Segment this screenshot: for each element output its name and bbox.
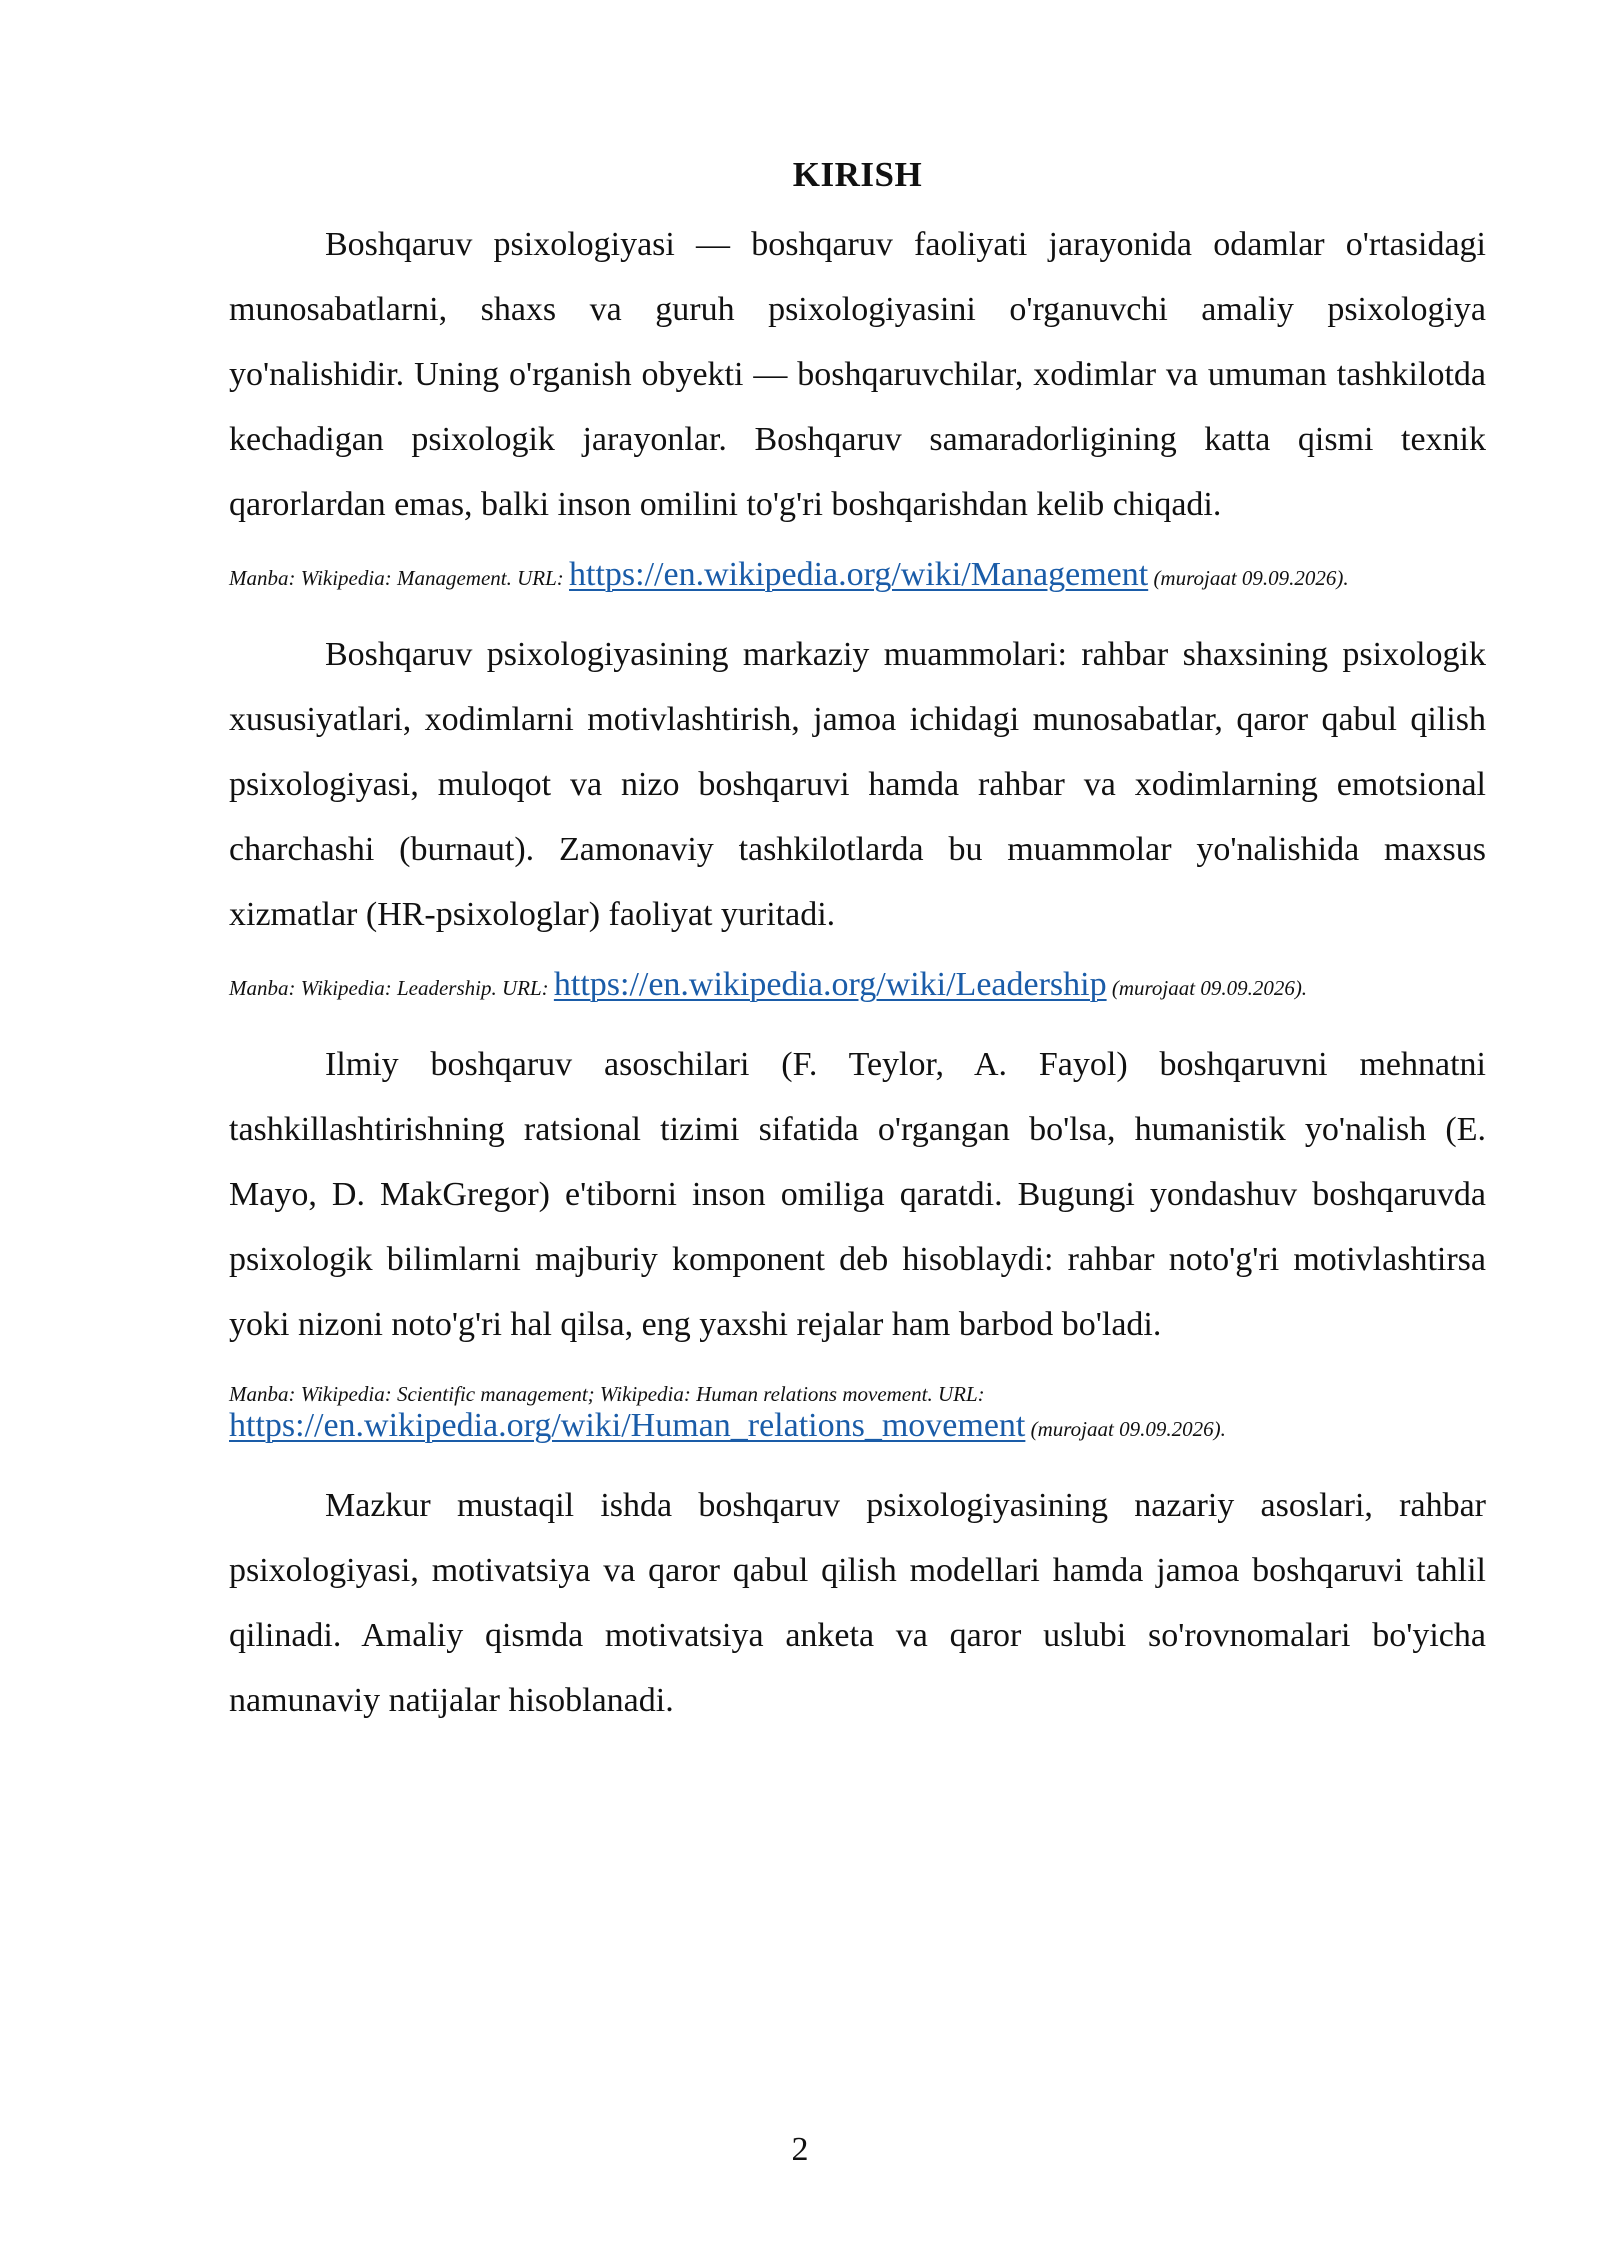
body-paragraph-2: Boshqaruv psixologiyasining markaziy muammolari: rahbar shaxsining psixologik xususiyatlari, xodimlarni motivlashtirish, jamoa ichidagi munosabatlar, qaror qabul qilish psixologiyasi, muloqot va nizo boshqaruvi hamda rahbar va xodimlarning emotsional charchashi (burnaut). Zamonaviy tashkilotlarda bu muammolar yo'nalishida maxsus xizmatlar (HR-psixologlar) faoliyat yuritadi.	[229, 636, 1486, 933]
source-citation-2	[229, 966, 1486, 1004]
source-link-leadership[interactable]: https://en.wikipedia.org/wiki/Leadership	[553, 966, 1107, 1003]
source-suffix: (murojaat 09.09.2026).	[1025, 1417, 1226, 1441]
source-link-management[interactable]: https://en.wikipedia.org/wiki/Management	[569, 556, 1149, 593]
page-content	[229, 150, 1486, 1733]
body-paragraph-1: Boshqaruv psixologiyasi — boshqaruv faoliyati jarayonida odamlar o'rtasidagi munosabatlarni, shaxs va guruh psixologiyasini o'rganuvchi amaliy psixologiya yo'nalishidir. Uning o'rganish obyekti — boshqaruvchilar, xodimlar va umuman tashkilotda kechadigan psixologik jarayonlar. Boshqaruv samaradorligining katta qismi texnik qarorlardan emas, balki inson omilini to'g'ri boshqarishdan kelib chiqadi.	[229, 226, 1486, 523]
source-citation-1	[229, 556, 1486, 594]
body-paragraph-3: Ilmiy boshqaruv asoschilari (F. Teylor, A. Fayol) boshqaruvni mehnatni tashkillashtirishning ratsional tizimi sifatida o'rgangan bo'lsa, humanistik yo'nalish (E. Mayo, D. MakGregor) e'tiborni inson omiliga qaratdi. Bugungi yondashuv boshqaruvda psixologik bilimlarni majburiy komponent deb hisoblaydi: rahbar noto'g'ri motivlashtirsa yoki nizoni noto'g'ri hal qilsa, eng yaxshi rejalar ham barbod bo'ladi.	[229, 1046, 1486, 1343]
source-citation-3	[229, 1379, 1486, 1445]
source-prefix: Manba: Wikipedia: Leadership. URL:	[229, 976, 554, 1000]
source-prefix: Manba: Wikipedia: Scientific management; Wikipedia: Human relations movement. URL:	[229, 1382, 985, 1406]
section-heading: KIRISH	[792, 155, 923, 194]
page-number: 2	[791, 2131, 809, 2168]
source-suffix: (murojaat 09.09.2026).	[1148, 566, 1349, 590]
source-prefix: Manba: Wikipedia: Management. URL:	[229, 566, 570, 590]
body-paragraph-4: Mazkur mustaqil ishda boshqaruv psixologiyasining nazariy asoslari, rahbar psixologiyasi, motivatsiya va qaror qabul qilish modellari hamda jamoa boshqaruvi tahlil qilinadi. Amaliy qismda motivatsiya anketa va qaror uslubi so'rovnomalari bo'yicha namunaviy natijalar hisoblanadi.	[229, 1487, 1486, 1719]
source-suffix: (murojaat 09.09.2026).	[1106, 976, 1308, 1000]
source-link-human-relations[interactable]: https://en.wikipedia.org/wiki/Human_relations_movement	[229, 1407, 1026, 1444]
